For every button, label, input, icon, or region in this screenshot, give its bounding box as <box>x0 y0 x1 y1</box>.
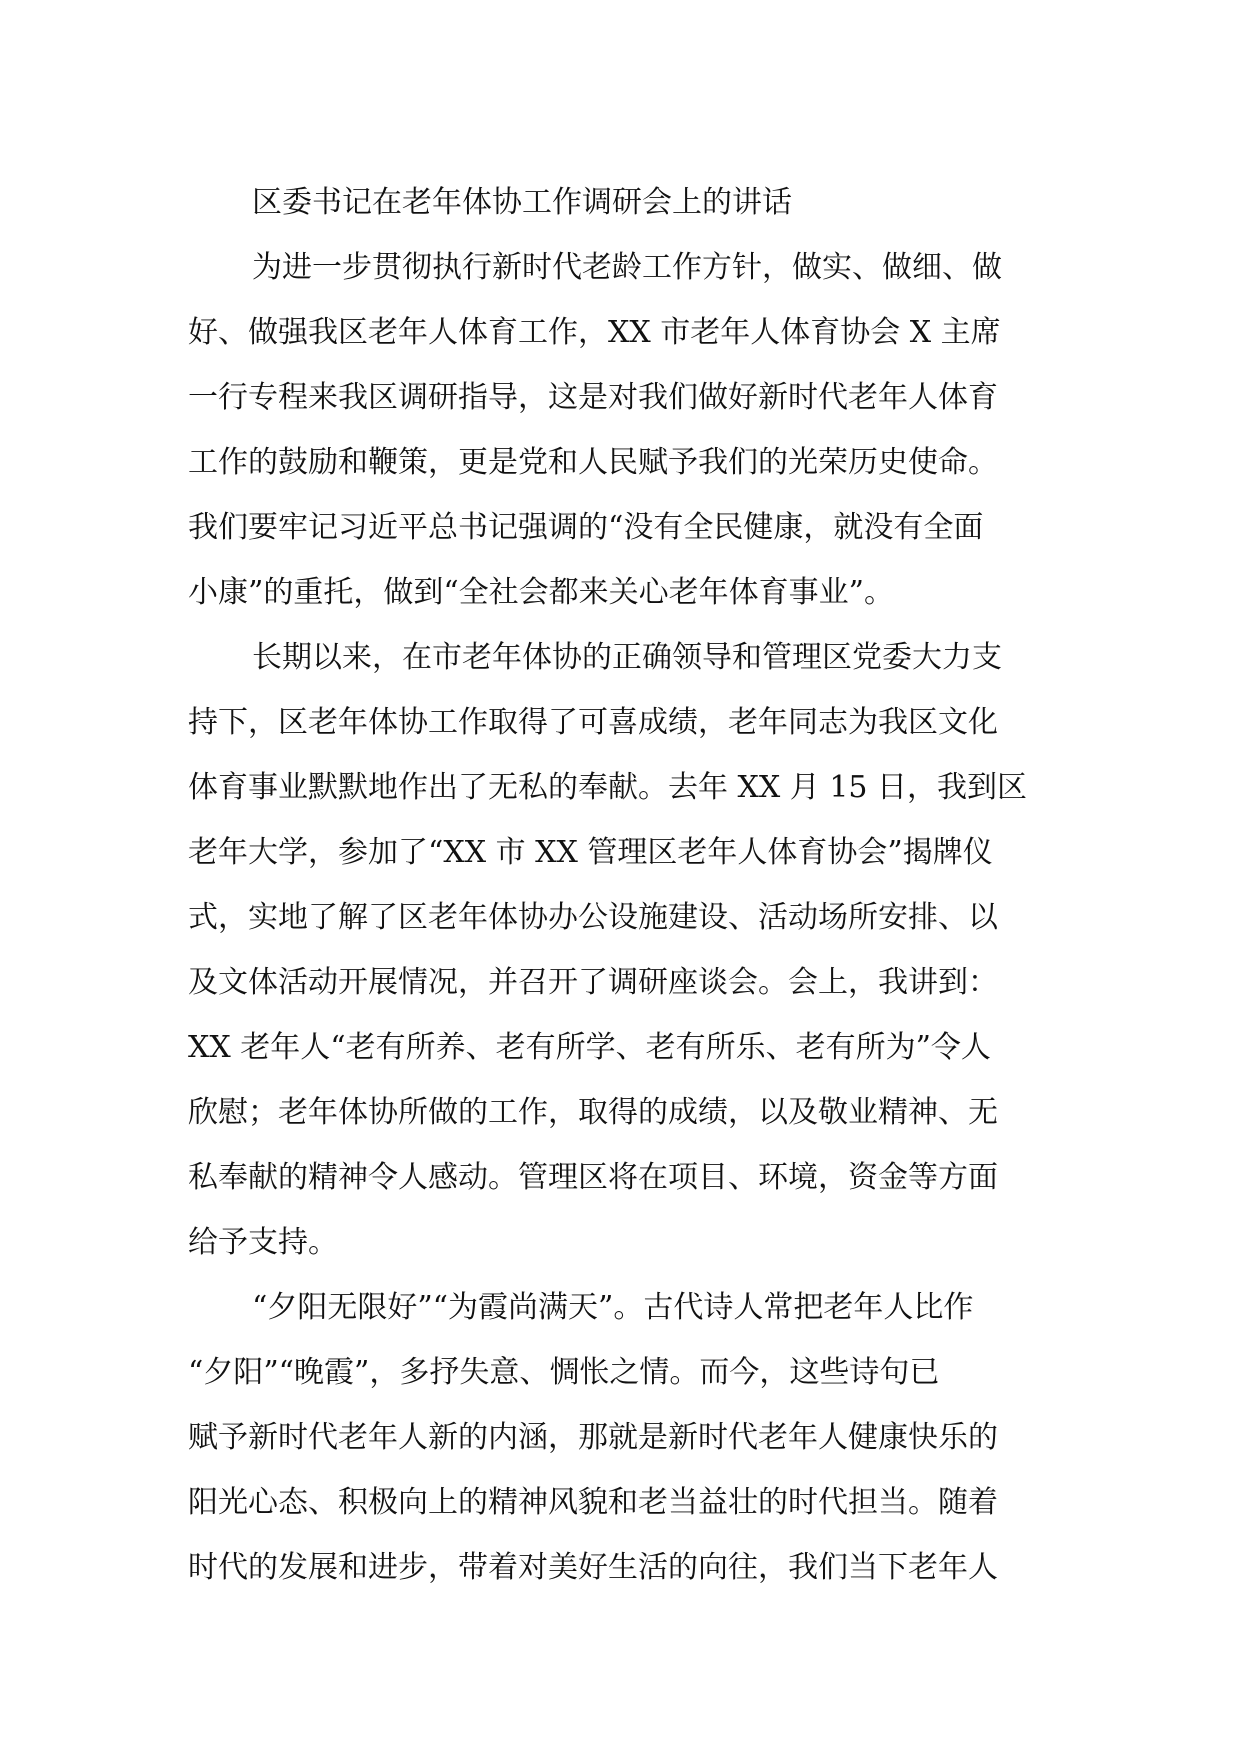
paragraph-1-line-5: 我们要牢记习近平总书记强调的“没有全民健康，就没有全面 <box>188 510 984 545</box>
paragraph-2-line-1: 长期以来，在市老年体协的正确领导和管理区党委大力支 <box>252 640 1002 675</box>
paragraph-1-line-1: 为进一步贯彻执行新时代老龄工作方针，做实、做细、做 <box>252 250 1002 285</box>
paragraph-3-line-2: “夕阳”“晚霞”，多抒失意、惆怅之情。而今，这些诗句已 <box>188 1355 940 1390</box>
paragraph-1-line-2: 好、做强我区老年人体育工作，XX 市老年人体育协会 X 主席 <box>188 315 1001 350</box>
paragraph-2-line-3: 体育事业默默地作出了无私的奉献。去年 XX 月 15 日，我到区 <box>188 770 1028 805</box>
paragraph-2-line-8: 欣慰；老年体协所做的工作，取得的成绩，以及敬业精神、无 <box>188 1095 998 1130</box>
paragraph-1-line-3: 一行专程来我区调研指导，这是对我们做好新时代老年人体育 <box>188 380 998 415</box>
paragraph-3-line-3: 赋予新时代老年人新的内涵，那就是新时代老年人健康快乐的 <box>188 1420 998 1455</box>
paragraph-1-line-6: 小康”的重托，做到“全社会都来关心老年体育事业”。 <box>188 575 895 610</box>
document-title: 区委书记在老年体协工作调研会上的讲话 <box>252 185 792 220</box>
paragraph-1-line-4: 工作的鼓励和鞭策，更是党和人民赋予我们的光荣历史使命。 <box>188 445 998 480</box>
paragraph-2-line-10: 给予支持。 <box>188 1225 338 1260</box>
paragraph-3-line-1: “夕阳无限好”“为霞尚满天”。古代诗人常把老年人比作 <box>252 1290 974 1325</box>
paragraph-2-line-9: 私奉献的精神令人感动。管理区将在项目、环境，资金等方面 <box>188 1160 998 1195</box>
paragraph-2-line-7: XX 老年人“老有所养、老有所学、老有所乐、老有所为”令人 <box>188 1030 991 1065</box>
paragraph-2-line-4: 老年大学，参加了“XX 市 XX 管理区老年人体育协会”揭牌仪 <box>188 835 993 870</box>
document-body <box>188 170 1052 1600</box>
paragraph-2-line-6: 及文体活动开展情况，并召开了调研座谈会。会上，我讲到： <box>188 965 998 1000</box>
paragraph-3-line-5: 时代的发展和进步，带着对美好生活的向往，我们当下老年人 <box>188 1550 998 1585</box>
paragraph-2-line-2: 持下，区老年体协工作取得了可喜成绩，老年同志为我区文化 <box>188 705 998 740</box>
paragraph-3-line-4: 阳光心态、积极向上的精神风貌和老当益壮的时代担当。随着 <box>188 1485 998 1520</box>
paragraph-2-line-5: 式，实地了解了区老年体协办公设施建设、活动场所安排、以 <box>188 900 998 935</box>
